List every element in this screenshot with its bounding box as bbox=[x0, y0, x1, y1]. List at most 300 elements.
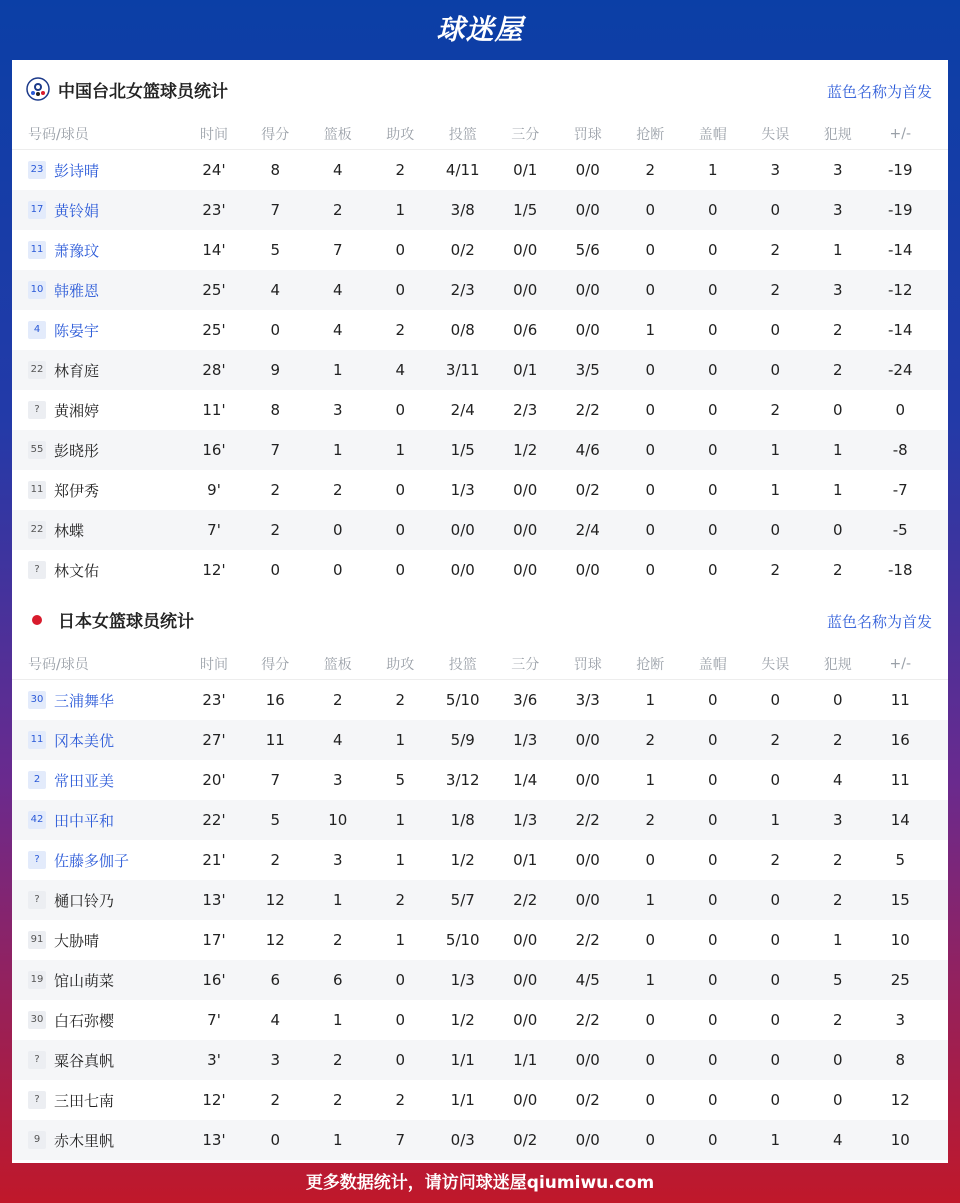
stat-cell: 0/1 bbox=[513, 851, 538, 869]
player-cell bbox=[12, 1090, 184, 1111]
stat-cell: 1/2 bbox=[513, 441, 538, 459]
stat-cell: 1/5 bbox=[513, 201, 538, 219]
stat-cell: 0/0 bbox=[575, 281, 600, 299]
stat-cell: 0/1 bbox=[513, 361, 538, 379]
player-name[interactable]: 黄铃娟 bbox=[54, 201, 100, 220]
stat-cell: 2 bbox=[832, 361, 843, 379]
stat-cell: 1 bbox=[707, 161, 718, 179]
stat-cell: 16 bbox=[890, 731, 910, 749]
stat-cell: 0/0 bbox=[450, 521, 475, 539]
stat-cell: 0/0 bbox=[513, 561, 538, 579]
stat-cell: 5 bbox=[895, 851, 906, 869]
stat-cell: 4 bbox=[332, 281, 343, 299]
stat-cell: 5 bbox=[395, 771, 406, 789]
stat-cell: 0 bbox=[645, 561, 656, 579]
stat-cell: 2/3 bbox=[450, 281, 475, 299]
stat-cell: 5/7 bbox=[450, 891, 475, 909]
stat-cell: 2 bbox=[332, 691, 343, 709]
stat-cell: 4 bbox=[332, 731, 343, 749]
player-cell bbox=[12, 200, 184, 221]
player-name[interactable]: 陈晏宇 bbox=[54, 321, 100, 340]
stat-cell: 0/0 bbox=[513, 241, 538, 259]
player-cell bbox=[12, 280, 184, 301]
player-name[interactable]: 韩雅恩 bbox=[54, 281, 100, 300]
player-name: 粟谷真帆 bbox=[54, 1051, 115, 1070]
stat-cell: 2 bbox=[645, 731, 656, 749]
stat-cell: 2 bbox=[395, 321, 406, 339]
player-row bbox=[12, 230, 948, 270]
jersey-number: 11 bbox=[28, 731, 46, 749]
player-row bbox=[12, 920, 948, 960]
player-cell bbox=[12, 1050, 184, 1071]
stat-cell: 0/0 bbox=[575, 1131, 600, 1149]
stat-cell: 0 bbox=[770, 971, 781, 989]
stat-cell: 7 bbox=[270, 441, 281, 459]
stat-cell: 0 bbox=[332, 521, 343, 539]
column-header: 盖帽 bbox=[698, 126, 727, 143]
stat-cell: 0 bbox=[645, 521, 656, 539]
stat-cell: 0/8 bbox=[450, 321, 475, 339]
column-header: 投篮 bbox=[448, 656, 477, 673]
stat-cell: 3/3 bbox=[575, 691, 600, 709]
stat-cell: 2 bbox=[270, 1091, 281, 1109]
player-cell bbox=[12, 320, 184, 341]
stat-cell: 0 bbox=[645, 441, 656, 459]
stat-cell: 2 bbox=[395, 891, 406, 909]
stat-cell: 9' bbox=[207, 481, 221, 499]
stat-cell: 4/5 bbox=[575, 971, 600, 989]
stat-cell: 0 bbox=[707, 521, 718, 539]
stat-cell: 0 bbox=[707, 441, 718, 459]
stat-cell: -8 bbox=[892, 441, 908, 459]
column-header: 投篮 bbox=[448, 126, 477, 143]
stat-cell: 22' bbox=[202, 811, 226, 829]
stat-cell: 16' bbox=[202, 441, 226, 459]
player-cell bbox=[12, 1010, 184, 1031]
stat-cell: 0 bbox=[895, 401, 906, 419]
stat-cell: 0 bbox=[645, 401, 656, 419]
stat-cell: 0/0 bbox=[575, 731, 600, 749]
column-header: 三分 bbox=[511, 656, 540, 673]
stat-cell: 0 bbox=[707, 321, 718, 339]
player-cell bbox=[12, 690, 184, 711]
player-row bbox=[12, 430, 948, 470]
player-cell bbox=[12, 520, 184, 541]
stat-cell: -7 bbox=[892, 481, 908, 499]
stat-cell: 2/4 bbox=[575, 521, 600, 539]
stat-cell: 0 bbox=[770, 1091, 781, 1109]
stat-cell: 17' bbox=[202, 931, 226, 949]
stat-cell: 2 bbox=[770, 851, 781, 869]
player-cell bbox=[12, 930, 184, 951]
stat-cell: 2 bbox=[832, 321, 843, 339]
stat-cell: -5 bbox=[892, 521, 908, 539]
stat-cell: 0 bbox=[707, 241, 718, 259]
stat-cell: 1/3 bbox=[513, 731, 538, 749]
column-header: 号码/球员 bbox=[28, 656, 89, 673]
stat-cell: 0/2 bbox=[575, 481, 600, 499]
stat-cell: 0 bbox=[832, 691, 843, 709]
stat-cell: 0/2 bbox=[450, 241, 475, 259]
stat-cell: 4 bbox=[332, 321, 343, 339]
stat-cell: 5/6 bbox=[575, 241, 600, 259]
stat-cell: 10 bbox=[328, 811, 348, 829]
player-name: 黄湘婷 bbox=[54, 401, 100, 420]
stat-cell: 0 bbox=[770, 691, 781, 709]
stat-cell: 0 bbox=[707, 361, 718, 379]
column-header: 助攻 bbox=[386, 656, 415, 673]
stat-cell: 3/5 bbox=[575, 361, 600, 379]
stat-cell: 0 bbox=[832, 1051, 843, 1069]
stat-cell: 2 bbox=[332, 481, 343, 499]
stat-cell: 0/2 bbox=[575, 1091, 600, 1109]
column-header: 得分 bbox=[261, 126, 290, 143]
stat-cell: 0 bbox=[332, 561, 343, 579]
stat-cell: 0 bbox=[645, 1131, 656, 1149]
stat-cell: 1 bbox=[332, 361, 343, 379]
stat-cell: 0/0 bbox=[575, 851, 600, 869]
player-name[interactable]: 萧豫玟 bbox=[54, 241, 100, 260]
stat-cell: 0/0 bbox=[513, 281, 538, 299]
section-title: 日本女篮球员统计 bbox=[58, 612, 194, 632]
stat-cell: 5/9 bbox=[450, 731, 475, 749]
stat-cell: 1 bbox=[395, 851, 406, 869]
player-cell bbox=[12, 890, 184, 911]
stat-cell: 0 bbox=[707, 1051, 718, 1069]
stat-cell: 24' bbox=[202, 161, 226, 179]
stat-cell: 0 bbox=[395, 281, 406, 299]
player-name: 赤木里帆 bbox=[54, 1131, 115, 1150]
player-row bbox=[12, 390, 948, 430]
stat-cell: 1 bbox=[645, 971, 656, 989]
jersey-number: 9 bbox=[28, 1131, 46, 1149]
stat-cell: -14 bbox=[888, 241, 913, 259]
column-header: 时间 bbox=[200, 656, 228, 673]
stat-cell: 7 bbox=[395, 1131, 406, 1149]
stat-cell: 3' bbox=[207, 1051, 221, 1069]
section-header bbox=[12, 590, 948, 648]
jersey-number: 11 bbox=[28, 481, 46, 499]
column-header: 犯规 bbox=[823, 126, 852, 143]
stat-cell: 1 bbox=[332, 891, 343, 909]
player-name[interactable]: 田中平和 bbox=[54, 811, 115, 830]
stat-cell: 1/8 bbox=[450, 811, 475, 829]
stat-cell: 0/6 bbox=[513, 321, 538, 339]
column-header: 失误 bbox=[761, 126, 790, 143]
stat-cell: 0 bbox=[395, 521, 406, 539]
stat-cell: -14 bbox=[888, 321, 913, 339]
player-row bbox=[12, 720, 948, 760]
stat-cell: 4 bbox=[832, 771, 843, 789]
player-rows bbox=[12, 150, 948, 590]
jersey-number: 30 bbox=[28, 1011, 46, 1029]
stat-cell: 0 bbox=[270, 561, 281, 579]
stat-cell: 4 bbox=[395, 361, 406, 379]
player-row bbox=[12, 880, 948, 920]
jersey-number: 10 bbox=[28, 281, 46, 299]
stat-cell: 0 bbox=[832, 401, 843, 419]
stat-cell: 1 bbox=[395, 201, 406, 219]
stat-cell: 2 bbox=[332, 1091, 343, 1109]
brand-logo: 球迷屋 bbox=[436, 13, 524, 46]
stat-cell: 7 bbox=[270, 201, 281, 219]
table-header bbox=[12, 118, 948, 150]
stat-cell: 2 bbox=[832, 851, 843, 869]
stat-cell: 0 bbox=[707, 931, 718, 949]
stat-cell: 0 bbox=[707, 811, 718, 829]
stat-cell: 10 bbox=[890, 1131, 910, 1149]
jersey-number: 4 bbox=[28, 321, 46, 339]
player-row bbox=[12, 680, 948, 720]
stat-cell: 7' bbox=[207, 521, 221, 539]
stat-cell: 12' bbox=[202, 561, 226, 579]
stat-cell: 11 bbox=[890, 771, 910, 789]
stat-cell: 4 bbox=[332, 161, 343, 179]
stat-cell: 0/0 bbox=[513, 971, 538, 989]
player-row bbox=[12, 1120, 948, 1160]
player-cell bbox=[12, 970, 184, 991]
stat-cell: 0 bbox=[645, 241, 656, 259]
jersey-number: 22 bbox=[28, 361, 46, 379]
stat-cell: 2 bbox=[770, 731, 781, 749]
starter-legend: 蓝色名称为首发 bbox=[826, 613, 932, 631]
stat-cell: 0 bbox=[395, 971, 406, 989]
stat-cell: 1 bbox=[832, 441, 843, 459]
stat-cell: 0/0 bbox=[575, 891, 600, 909]
stat-cell: 9 bbox=[270, 361, 281, 379]
stat-cell: 0/0 bbox=[513, 1011, 538, 1029]
stat-cell: 0/0 bbox=[513, 481, 538, 499]
team-section-2 bbox=[12, 590, 948, 1160]
jersey-number: 30 bbox=[28, 691, 46, 709]
jersey-number: ? bbox=[28, 891, 46, 909]
jersey-number: 22 bbox=[28, 521, 46, 539]
stat-cell: -24 bbox=[888, 361, 913, 379]
stat-cell: 1 bbox=[645, 321, 656, 339]
column-header: 抢断 bbox=[636, 656, 665, 673]
player-row bbox=[12, 800, 948, 840]
player-name: 彭晓彤 bbox=[54, 441, 100, 460]
stat-cell: 0 bbox=[707, 481, 718, 499]
player-cell bbox=[12, 400, 184, 421]
stat-cell: 2 bbox=[270, 521, 281, 539]
stat-cell: 3 bbox=[832, 281, 843, 299]
column-header: 犯规 bbox=[823, 656, 852, 673]
player-name[interactable]: 三浦舞华 bbox=[54, 691, 115, 710]
jersey-number: ? bbox=[28, 1091, 46, 1109]
stat-cell: 0 bbox=[707, 1131, 718, 1149]
stat-cell: 15 bbox=[890, 891, 910, 909]
column-header: +/- bbox=[889, 655, 911, 672]
stat-cell: 0 bbox=[707, 771, 718, 789]
player-cell bbox=[12, 770, 184, 791]
player-cell bbox=[12, 440, 184, 461]
stat-cell: 0 bbox=[395, 241, 406, 259]
jersey-number: ? bbox=[28, 561, 46, 579]
player-row bbox=[12, 470, 948, 510]
stat-cell: 2 bbox=[770, 401, 781, 419]
jersey-number: 19 bbox=[28, 971, 46, 989]
stat-cell: 13' bbox=[202, 891, 226, 909]
stat-cell: 25' bbox=[202, 321, 226, 339]
player-row bbox=[12, 350, 948, 390]
stat-cell: 20' bbox=[202, 771, 226, 789]
stat-cell: 0 bbox=[707, 691, 718, 709]
stat-cell: 1 bbox=[832, 241, 843, 259]
stat-cell: 2 bbox=[270, 481, 281, 499]
stat-cell: 2 bbox=[395, 691, 406, 709]
player-cell bbox=[12, 1130, 184, 1151]
column-header: 号码/球员 bbox=[28, 126, 89, 143]
player-cell bbox=[12, 730, 184, 751]
stat-cell: 1/1 bbox=[513, 1051, 538, 1069]
stat-cell: 16 bbox=[265, 691, 285, 709]
stat-cell: 0 bbox=[645, 1091, 656, 1109]
stat-cell: 0 bbox=[770, 361, 781, 379]
player-name: 林育庭 bbox=[54, 361, 100, 380]
stat-cell: 8 bbox=[270, 401, 281, 419]
stat-cell: -18 bbox=[888, 561, 913, 579]
stat-cell: 1/3 bbox=[450, 971, 475, 989]
player-row bbox=[12, 510, 948, 550]
stat-cell: 23' bbox=[202, 691, 226, 709]
stat-cell: 11 bbox=[890, 691, 910, 709]
stat-cell: 1 bbox=[770, 811, 781, 829]
player-name[interactable]: 冈本美优 bbox=[54, 731, 115, 750]
stat-cell: 1/1 bbox=[450, 1051, 475, 1069]
player-name: 郑伊秀 bbox=[54, 481, 100, 500]
player-name: 三田七南 bbox=[54, 1091, 115, 1110]
stat-cell: 0 bbox=[770, 891, 781, 909]
player-name[interactable]: 彭诗晴 bbox=[54, 161, 100, 180]
stat-cell: 1/3 bbox=[450, 481, 475, 499]
jersey-number: 91 bbox=[28, 931, 46, 949]
stat-cell: 0/0 bbox=[575, 201, 600, 219]
player-name[interactable]: 常田亚美 bbox=[54, 771, 115, 790]
player-rows bbox=[12, 680, 948, 1160]
section-title: 中国台北女篮球员统计 bbox=[58, 82, 228, 102]
stat-cell: 2 bbox=[332, 201, 343, 219]
stat-cell: 8 bbox=[270, 161, 281, 179]
stat-cell: 2 bbox=[645, 811, 656, 829]
stat-cell: 0/3 bbox=[450, 1131, 475, 1149]
column-header: 篮板 bbox=[323, 656, 352, 673]
column-header: 失误 bbox=[761, 656, 790, 673]
stat-cell: 0/2 bbox=[513, 1131, 538, 1149]
column-header: +/- bbox=[889, 125, 911, 142]
stat-cell: 12' bbox=[202, 1091, 226, 1109]
stat-cell: 0/0 bbox=[513, 1091, 538, 1109]
jersey-number: 11 bbox=[28, 241, 46, 259]
player-row bbox=[12, 760, 948, 800]
stat-cell: 0 bbox=[707, 561, 718, 579]
stat-cell: 0 bbox=[707, 201, 718, 219]
stat-cell: 0 bbox=[395, 401, 406, 419]
stat-cell: 3 bbox=[770, 161, 781, 179]
column-header: 得分 bbox=[261, 656, 290, 673]
stat-cell: 0 bbox=[645, 1011, 656, 1029]
stat-cell: 2 bbox=[395, 1091, 406, 1109]
stat-cell: -19 bbox=[888, 161, 913, 179]
jersey-number: 55 bbox=[28, 441, 46, 459]
stat-cell: 1 bbox=[645, 891, 656, 909]
stat-cell: 0/0 bbox=[575, 561, 600, 579]
player-row bbox=[12, 190, 948, 230]
player-name: 白石弥樱 bbox=[54, 1011, 115, 1030]
player-row bbox=[12, 270, 948, 310]
player-row bbox=[12, 840, 948, 880]
jersey-number: ? bbox=[28, 851, 46, 869]
player-name: 林蝶 bbox=[54, 521, 85, 540]
stat-cell: 6 bbox=[270, 971, 281, 989]
stat-cell: 3/8 bbox=[450, 201, 475, 219]
stat-cell: 1 bbox=[645, 691, 656, 709]
column-header: 抢断 bbox=[636, 126, 665, 143]
stat-cell: 0/0 bbox=[513, 931, 538, 949]
stat-cell: 0 bbox=[645, 361, 656, 379]
stat-cell: 0 bbox=[270, 1131, 281, 1149]
player-name: 馆山萌菜 bbox=[54, 971, 115, 990]
stat-cell: 0 bbox=[395, 1051, 406, 1069]
stat-cell: 0 bbox=[770, 521, 781, 539]
chinese-taipei-emblem-icon bbox=[26, 77, 50, 101]
stat-cell: -19 bbox=[888, 201, 913, 219]
stat-cell: 5/10 bbox=[445, 931, 480, 949]
player-name: 大胁晴 bbox=[54, 931, 100, 950]
stat-cell: 3 bbox=[332, 851, 343, 869]
stat-cell: 3 bbox=[832, 811, 843, 829]
player-row bbox=[12, 960, 948, 1000]
stat-cell: 1 bbox=[395, 931, 406, 949]
jersey-number: 2 bbox=[28, 771, 46, 789]
stat-cell: 4 bbox=[832, 1131, 843, 1149]
stat-cell: 0 bbox=[395, 561, 406, 579]
jersey-number: 17 bbox=[28, 201, 46, 219]
stat-cell: 0/0 bbox=[575, 321, 600, 339]
stat-cell: 2/2 bbox=[575, 931, 600, 949]
stat-cell: 5 bbox=[832, 971, 843, 989]
stat-cell: 2 bbox=[770, 241, 781, 259]
stat-cell: 0 bbox=[707, 281, 718, 299]
stat-cell: 4/6 bbox=[575, 441, 600, 459]
footer-banner[interactable]: 更多数据统计，请访问球迷屋qiumiwu.com bbox=[305, 1173, 655, 1193]
stat-cell: 3 bbox=[332, 401, 343, 419]
stat-cell: 0/0 bbox=[575, 1051, 600, 1069]
stat-cell: 4/11 bbox=[445, 161, 480, 179]
stat-cell: 1 bbox=[332, 1011, 343, 1029]
player-cell bbox=[12, 240, 184, 261]
stat-cell: 7 bbox=[332, 241, 343, 259]
stat-cell: 1/2 bbox=[450, 1011, 475, 1029]
player-name[interactable]: 佐藤多伽子 bbox=[54, 851, 130, 870]
column-header: 三分 bbox=[511, 126, 540, 143]
player-cell bbox=[12, 810, 184, 831]
stat-cell: 1/1 bbox=[450, 1091, 475, 1109]
stat-cell: 5/10 bbox=[445, 691, 480, 709]
column-header: 盖帽 bbox=[698, 656, 727, 673]
stat-cell: 5 bbox=[270, 241, 281, 259]
stat-cell: 1 bbox=[395, 731, 406, 749]
stat-cell: 1 bbox=[395, 811, 406, 829]
stat-cell: 0/0 bbox=[513, 521, 538, 539]
stat-cell: 0/1 bbox=[513, 161, 538, 179]
stat-cell: 1 bbox=[645, 771, 656, 789]
player-row bbox=[12, 1040, 948, 1080]
stat-cell: 1 bbox=[832, 931, 843, 949]
jersey-number: 42 bbox=[28, 811, 46, 829]
stat-cell: 27' bbox=[202, 731, 226, 749]
table-header bbox=[12, 648, 948, 680]
